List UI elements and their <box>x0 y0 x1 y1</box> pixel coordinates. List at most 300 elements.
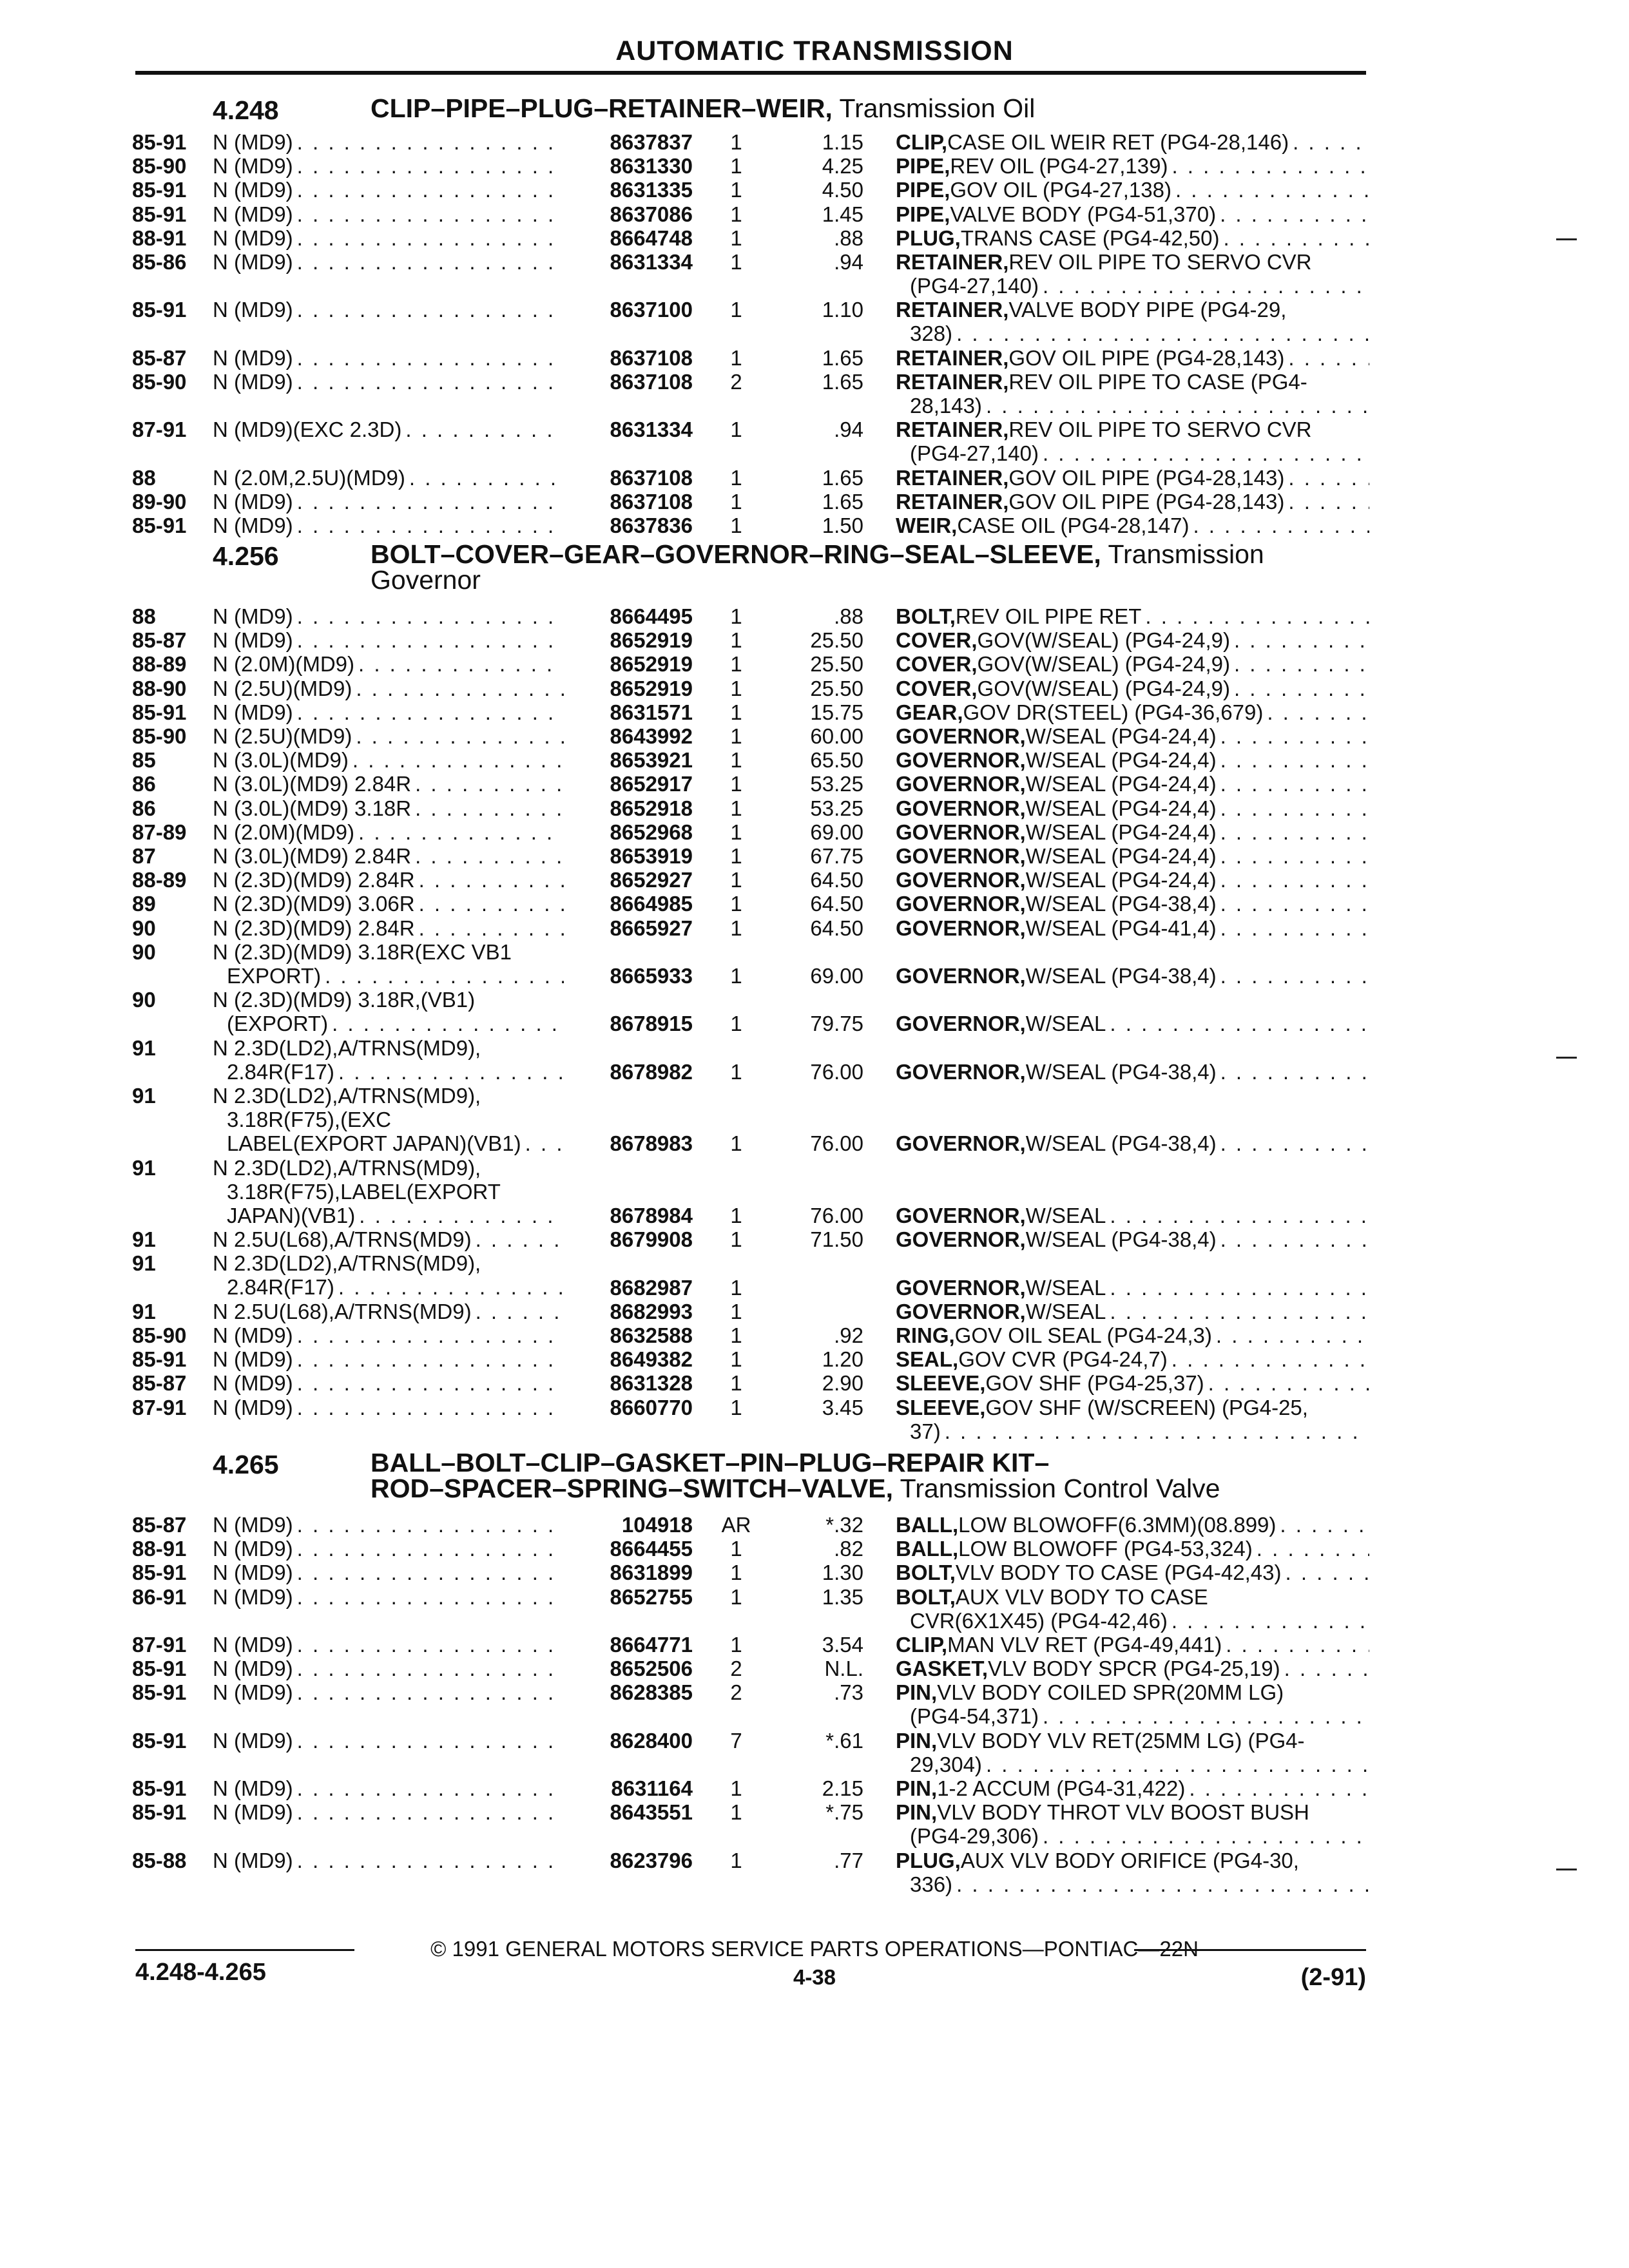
application-text: N (MD9) <box>213 1347 293 1372</box>
price: 3.54 <box>822 1633 863 1657</box>
application-line <box>213 748 564 772</box>
dot-leader <box>297 1396 564 1419</box>
quantity: 1 <box>730 1012 742 1036</box>
part-name: COVER, <box>896 628 978 653</box>
description-line <box>896 1131 1369 1155</box>
model-years: 85-91 <box>132 130 187 154</box>
application-line <box>213 1036 564 1060</box>
description-cell <box>896 1060 1369 1084</box>
description-text: (PG4-54,371) <box>910 1704 1039 1729</box>
dot-leader <box>297 250 564 274</box>
part-number: 8682987 <box>610 1275 693 1300</box>
description-cell <box>896 1513 1369 1537</box>
dot-leader <box>1280 1513 1369 1537</box>
dot-leader <box>405 418 564 441</box>
application-text: N (MD9) <box>213 1561 293 1585</box>
price: 64.50 <box>810 892 863 916</box>
part-name: GOVERNOR, <box>896 1299 1026 1323</box>
application-text: N (MD9) <box>213 514 293 538</box>
application-cell <box>213 1084 564 1155</box>
price: 3.45 <box>822 1395 863 1419</box>
application-cell <box>213 154 564 178</box>
dot-leader <box>1110 1300 1369 1323</box>
description-cell <box>896 748 1369 772</box>
dot-leader <box>359 1204 564 1227</box>
model-years: 91 <box>132 1251 156 1276</box>
quantity: 2 <box>730 1680 742 1705</box>
part-name: RETAINER, <box>896 370 1009 394</box>
description-line <box>896 772 1369 796</box>
description-cell <box>896 1276 1369 1300</box>
part-number: 8631334 <box>610 418 693 442</box>
description-cell <box>896 772 1369 796</box>
quantity: 1 <box>730 724 742 748</box>
description-line <box>896 490 1369 514</box>
application-text: N (MD9) <box>213 1680 293 1705</box>
model-years: 85-90 <box>132 370 187 394</box>
part-name: RETAINER, <box>896 250 1009 274</box>
price: .77 <box>834 1848 863 1872</box>
application-text: N (MD9) <box>213 1323 293 1347</box>
dot-leader <box>352 748 564 772</box>
dot-leader <box>297 1680 564 1704</box>
description-line <box>896 178 1369 202</box>
dot-leader <box>1234 628 1369 652</box>
model-years: 88-89 <box>132 868 187 892</box>
model-years: 85-87 <box>132 345 187 370</box>
model-years: 85-91 <box>132 1680 187 1705</box>
application-line <box>213 1561 564 1584</box>
application-line <box>213 604 564 628</box>
dot-leader <box>297 1371 564 1395</box>
dot-leader <box>1288 346 1369 370</box>
price: 4.25 <box>822 154 863 178</box>
dot-leader <box>1220 748 1369 772</box>
quantity: 1 <box>730 628 742 653</box>
dot-leader <box>1110 1012 1369 1035</box>
quantity: 1 <box>730 1203 742 1227</box>
dot-leader <box>297 1800 564 1824</box>
part-number: 8652927 <box>610 868 693 892</box>
application-text: 3.18R(F75),(EXC <box>227 1108 391 1131</box>
part-name: BALL, <box>896 1513 959 1537</box>
part-name: COVER, <box>896 652 978 677</box>
application-text: N (MD9) <box>213 345 293 370</box>
application-cell <box>213 1585 564 1609</box>
dot-leader <box>297 1633 564 1657</box>
model-years: 91 <box>132 1299 156 1323</box>
application-text: N 2.5U(L68),A/TRNS(MD9) <box>213 1227 472 1252</box>
quantity: 1 <box>730 178 742 202</box>
part-name: PIN, <box>896 1680 938 1705</box>
application-cell <box>213 604 564 628</box>
description-cell <box>896 1537 1369 1561</box>
price: 69.00 <box>810 963 863 988</box>
part-number: 8631328 <box>610 1371 693 1396</box>
application-cell <box>213 130 564 154</box>
model-years: 87-91 <box>132 418 187 442</box>
dot-leader <box>297 1537 564 1561</box>
part-number: 8664455 <box>610 1537 693 1561</box>
quantity: 1 <box>730 1800 742 1825</box>
application-text: N (2.0M,2.5U)(MD9) <box>213 465 405 490</box>
application-cell <box>213 1729 564 1753</box>
description-line <box>896 1729 1369 1753</box>
part-number: 8652918 <box>610 796 693 820</box>
part-number: 8628385 <box>610 1680 693 1705</box>
dot-leader <box>1110 1204 1369 1227</box>
part-name: RETAINER, <box>896 465 1009 490</box>
section-title-plain: Transmission Oil <box>832 93 1036 123</box>
quantity: 1 <box>730 963 742 988</box>
dot-leader <box>358 652 564 676</box>
price: 1.65 <box>822 465 863 490</box>
description-text: VALVE BODY PIPE (PG4-29, <box>1008 298 1287 322</box>
description-text: VLV BODY COILED SPR(20MM LG) <box>937 1680 1284 1705</box>
description-cell <box>896 1776 1369 1800</box>
application-line <box>213 226 564 250</box>
price: 76.00 <box>810 1203 863 1227</box>
part-number: 8653921 <box>610 748 693 773</box>
model-years: 89-90 <box>132 490 187 514</box>
description-line <box>896 1824 1369 1848</box>
part-name: GOVERNOR, <box>896 1227 1026 1252</box>
price: 64.50 <box>810 916 863 940</box>
application-cell <box>213 1300 564 1323</box>
section-title-plain: Transmission Control Valve <box>893 1474 1220 1503</box>
description-line <box>896 226 1369 250</box>
application-line <box>213 418 564 441</box>
description-text: VLV BODY TO CASE (PG4-42,43) <box>955 1561 1282 1585</box>
price: 25.50 <box>810 628 863 653</box>
part-number: 8632588 <box>610 1323 693 1347</box>
part-number: 8682993 <box>610 1299 693 1323</box>
model-years: 86 <box>132 772 156 796</box>
dot-leader <box>297 490 564 514</box>
price: 60.00 <box>810 724 863 748</box>
model-years: 87-91 <box>132 1395 187 1419</box>
part-name: GOVERNOR, <box>896 1131 1026 1156</box>
description-cell <box>896 1680 1369 1728</box>
application-text: LABEL(EXPORT JAPAN)(VB1) <box>227 1131 521 1155</box>
description-text: W/SEAL (PG4-24,4) <box>1025 724 1217 748</box>
description-cell <box>896 916 1369 940</box>
part-number: 8653919 <box>610 844 693 868</box>
application-cell <box>213 844 564 868</box>
description-line <box>896 1537 1369 1561</box>
description-cell <box>896 868 1369 892</box>
model-years: 86 <box>132 796 156 820</box>
model-years: 90 <box>132 916 156 940</box>
section-title <box>371 95 1376 121</box>
application-text: N (3.0L)(MD9) 2.84R <box>213 844 412 868</box>
margin-mark <box>1556 1057 1577 1059</box>
quantity: 1 <box>730 130 742 154</box>
price: 1.45 <box>822 202 863 226</box>
application-text: N (2.3D)(MD9) 3.18R,(VB1) <box>213 988 476 1012</box>
application-text: N (MD9) <box>213 1395 293 1419</box>
description-line <box>896 1609 1369 1633</box>
model-years: 91 <box>132 1227 156 1252</box>
description-line <box>896 1513 1369 1537</box>
section-title-bold: CLIP–PIPE–PLUG–RETAINER–WEIR, <box>371 93 833 123</box>
application-line <box>213 1275 564 1299</box>
dot-leader <box>1220 868 1369 892</box>
price: 71.50 <box>810 1227 863 1252</box>
part-name: RETAINER, <box>896 418 1009 442</box>
quantity: 1 <box>730 226 742 250</box>
part-number: 8652755 <box>610 1584 693 1609</box>
application-line <box>213 370 564 394</box>
dot-leader <box>476 1227 564 1251</box>
part-number: 8652919 <box>610 628 693 653</box>
application-cell <box>213 226 564 250</box>
application-text: N (2.3D)(MD9) 2.84R <box>213 868 415 892</box>
part-number: 8679908 <box>610 1227 693 1252</box>
application-line <box>213 514 564 537</box>
application-cell <box>213 988 564 1035</box>
dot-leader <box>415 772 564 796</box>
part-name: SLEEVE, <box>896 1371 986 1396</box>
quantity: 1 <box>730 345 742 370</box>
application-line <box>213 1633 564 1657</box>
application-line <box>213 490 564 514</box>
model-years: 85-91 <box>132 1347 187 1372</box>
description-cell <box>896 1131 1369 1155</box>
part-number: 8649382 <box>610 1347 693 1372</box>
application-cell <box>213 1251 564 1299</box>
description-line <box>896 418 1369 441</box>
application-cell <box>213 1323 564 1347</box>
application-text: N 2.3D(LD2),A/TRNS(MD9), <box>213 1084 481 1108</box>
description-text: 1-2 ACCUM (PG4-31,422) <box>937 1776 1186 1801</box>
section-title-bold: BALL–BOLT–CLIP–GASKET–PIN–PLUG–REPAIR KIT– <box>371 1448 1050 1477</box>
dot-leader <box>1288 490 1369 514</box>
application-cell <box>213 1537 564 1561</box>
part-name: COVER, <box>896 676 978 700</box>
application-line <box>213 820 564 844</box>
application-text: N (MD9) <box>213 178 293 202</box>
description-line <box>896 346 1369 370</box>
part-number: 8660770 <box>610 1395 693 1419</box>
quantity: 1 <box>730 1633 742 1657</box>
description-cell <box>896 964 1369 988</box>
quantity: 1 <box>730 700 742 724</box>
description-cell <box>896 1729 1369 1776</box>
application-cell <box>213 1776 564 1800</box>
model-years: 85-88 <box>132 1848 187 1872</box>
application-text: N (MD9)(EXC 2.3D) <box>213 418 402 442</box>
dot-leader <box>297 1347 564 1371</box>
description-cell <box>896 796 1369 820</box>
price: 1.30 <box>822 1561 863 1585</box>
application-text: N (2.0M)(MD9) <box>213 652 354 677</box>
dot-leader <box>1220 796 1369 820</box>
description-text: GOV(W/SEAL) (PG4-24,9) <box>977 652 1230 677</box>
application-cell <box>213 868 564 892</box>
model-years: 85-91 <box>132 202 187 226</box>
application-line <box>213 1396 564 1419</box>
price: 1.65 <box>822 370 863 394</box>
model-years: 85-87 <box>132 1513 187 1537</box>
application-line <box>213 796 564 820</box>
description-cell <box>896 1585 1369 1633</box>
description-line <box>896 1680 1369 1704</box>
dot-leader <box>1175 178 1369 202</box>
quantity: 1 <box>730 465 742 490</box>
part-name: GOVERNOR, <box>896 1203 1026 1227</box>
part-number: 8652968 <box>610 820 693 844</box>
description-cell <box>896 514 1369 537</box>
price: 25.50 <box>810 652 863 677</box>
part-name: PLUG, <box>896 1848 961 1872</box>
description-line <box>896 202 1369 226</box>
dot-leader <box>297 130 564 154</box>
dot-leader <box>297 1561 564 1584</box>
dot-leader <box>986 1753 1369 1776</box>
part-number: 8643551 <box>610 1800 693 1825</box>
model-years: 85-91 <box>132 1800 187 1825</box>
description-text: (PG4-27,140) <box>910 274 1039 298</box>
application-cell <box>213 820 564 844</box>
price: 53.25 <box>810 796 863 820</box>
application-cell <box>213 1396 564 1419</box>
price: .82 <box>834 1537 863 1561</box>
part-number: 8664771 <box>610 1633 693 1657</box>
title-rule <box>135 71 1366 75</box>
dot-leader <box>297 514 564 537</box>
part-number: 8623796 <box>610 1848 693 1872</box>
quantity: 1 <box>730 1537 742 1561</box>
price: 69.00 <box>810 820 863 844</box>
quantity: 2 <box>730 370 742 394</box>
section-title-line <box>371 567 1376 593</box>
price: *.61 <box>825 1728 863 1753</box>
part-name: GOVERNOR, <box>896 772 1026 796</box>
dot-leader <box>297 178 564 202</box>
dot-leader <box>945 1419 1369 1443</box>
part-name: GOVERNOR, <box>896 1012 1026 1036</box>
description-text: 37) <box>910 1419 941 1443</box>
application-text: N (MD9) <box>213 202 293 226</box>
price: .94 <box>834 418 863 442</box>
section-title-line <box>371 541 1376 567</box>
description-line <box>896 1633 1369 1657</box>
application-line <box>213 1680 564 1704</box>
application-text: 2.84R(F17) <box>227 1275 334 1300</box>
application-text: N (3.0L)(MD9) 2.84R <box>213 772 412 796</box>
description-line <box>896 604 1369 628</box>
description-text: GOV OIL (PG4-27,138) <box>950 178 1171 202</box>
application-text: N (MD9) <box>213 1513 293 1537</box>
description-line <box>896 748 1369 772</box>
model-years: 90 <box>132 988 156 1012</box>
price: .88 <box>834 604 863 628</box>
application-text: N (MD9) <box>213 628 293 653</box>
footer-section-range: 4.248-4.265 <box>135 1959 266 1986</box>
dot-leader <box>297 700 564 724</box>
application-cell <box>213 1347 564 1371</box>
section-number: 4.256 <box>213 541 279 571</box>
dot-leader <box>1220 916 1369 940</box>
part-name: GOVERNOR, <box>896 1275 1026 1300</box>
price: 1.65 <box>822 490 863 514</box>
description-line <box>896 1371 1369 1395</box>
description-text: W/SEAL <box>1025 1012 1106 1036</box>
description-text: GOV(W/SEAL) (PG4-24,9) <box>977 676 1230 700</box>
description-line <box>896 514 1369 537</box>
part-number: 8631330 <box>610 154 693 178</box>
part-number: 8637836 <box>610 514 693 538</box>
application-line <box>213 628 564 652</box>
model-years: 85-90 <box>132 724 187 748</box>
part-name: PLUG, <box>896 226 961 250</box>
application-text: N (MD9) <box>213 226 293 250</box>
description-text: W/SEAL (PG4-24,4) <box>1025 772 1217 796</box>
description-line <box>896 868 1369 892</box>
application-text: 3.18R(F75),LABEL(EXPORT <box>227 1179 501 1204</box>
quantity: 1 <box>730 652 742 677</box>
description-text: GOV OIL PIPE (PG4-28,143) <box>1008 465 1285 490</box>
model-years: 90 <box>132 939 156 964</box>
description-cell <box>896 1227 1369 1251</box>
margin-mark <box>1556 1869 1577 1870</box>
part-name: BOLT, <box>896 1561 956 1585</box>
description-text: W/SEAL (PG4-24,4) <box>1025 796 1217 820</box>
application-line <box>213 1060 564 1084</box>
description-text: GOV(W/SEAL) (PG4-24,9) <box>977 628 1230 653</box>
application-text: 2.84R(F17) <box>227 1059 334 1084</box>
description-text: W/SEAL (PG4-38,4) <box>1025 892 1217 916</box>
description-line <box>896 1060 1369 1084</box>
description-cell <box>896 154 1369 178</box>
application-line <box>213 988 564 1012</box>
application-line <box>213 466 564 490</box>
description-line <box>896 370 1369 394</box>
price: *.32 <box>825 1513 863 1537</box>
section-title-plain: Governor <box>371 565 481 595</box>
application-text: N (2.3D)(MD9) 2.84R <box>213 916 415 940</box>
description-line <box>896 820 1369 844</box>
dot-leader <box>1220 1131 1369 1155</box>
application-text: N (2.3D)(MD9) 3.06R <box>213 892 415 916</box>
description-line <box>896 628 1369 652</box>
application-text: N 2.5U(L68),A/TRNS(MD9) <box>213 1299 472 1323</box>
dot-leader <box>1220 1060 1369 1084</box>
dot-leader <box>1043 441 1369 465</box>
dot-leader <box>1043 274 1369 298</box>
description-text: W/SEAL (PG4-38,4) <box>1025 1227 1217 1252</box>
application-line <box>213 1513 564 1537</box>
application-line <box>213 892 564 916</box>
part-number: 8678984 <box>610 1203 693 1227</box>
price: 79.75 <box>810 1012 863 1036</box>
dot-leader <box>1189 1776 1369 1800</box>
application-text: N (MD9) <box>213 370 293 394</box>
part-number: 8637108 <box>610 490 693 514</box>
model-years: 86-91 <box>132 1584 187 1609</box>
application-line <box>213 250 564 274</box>
application-line <box>213 1537 564 1561</box>
description-cell <box>896 130 1369 154</box>
dot-leader <box>956 1872 1369 1896</box>
quantity: 1 <box>730 1584 742 1609</box>
part-number: 104918 <box>621 1513 693 1537</box>
application-text: N (MD9) <box>213 154 293 178</box>
description-cell <box>896 820 1369 844</box>
description-line <box>896 1800 1369 1824</box>
description-text: REV OIL PIPE TO CASE (PG4- <box>1008 370 1307 394</box>
